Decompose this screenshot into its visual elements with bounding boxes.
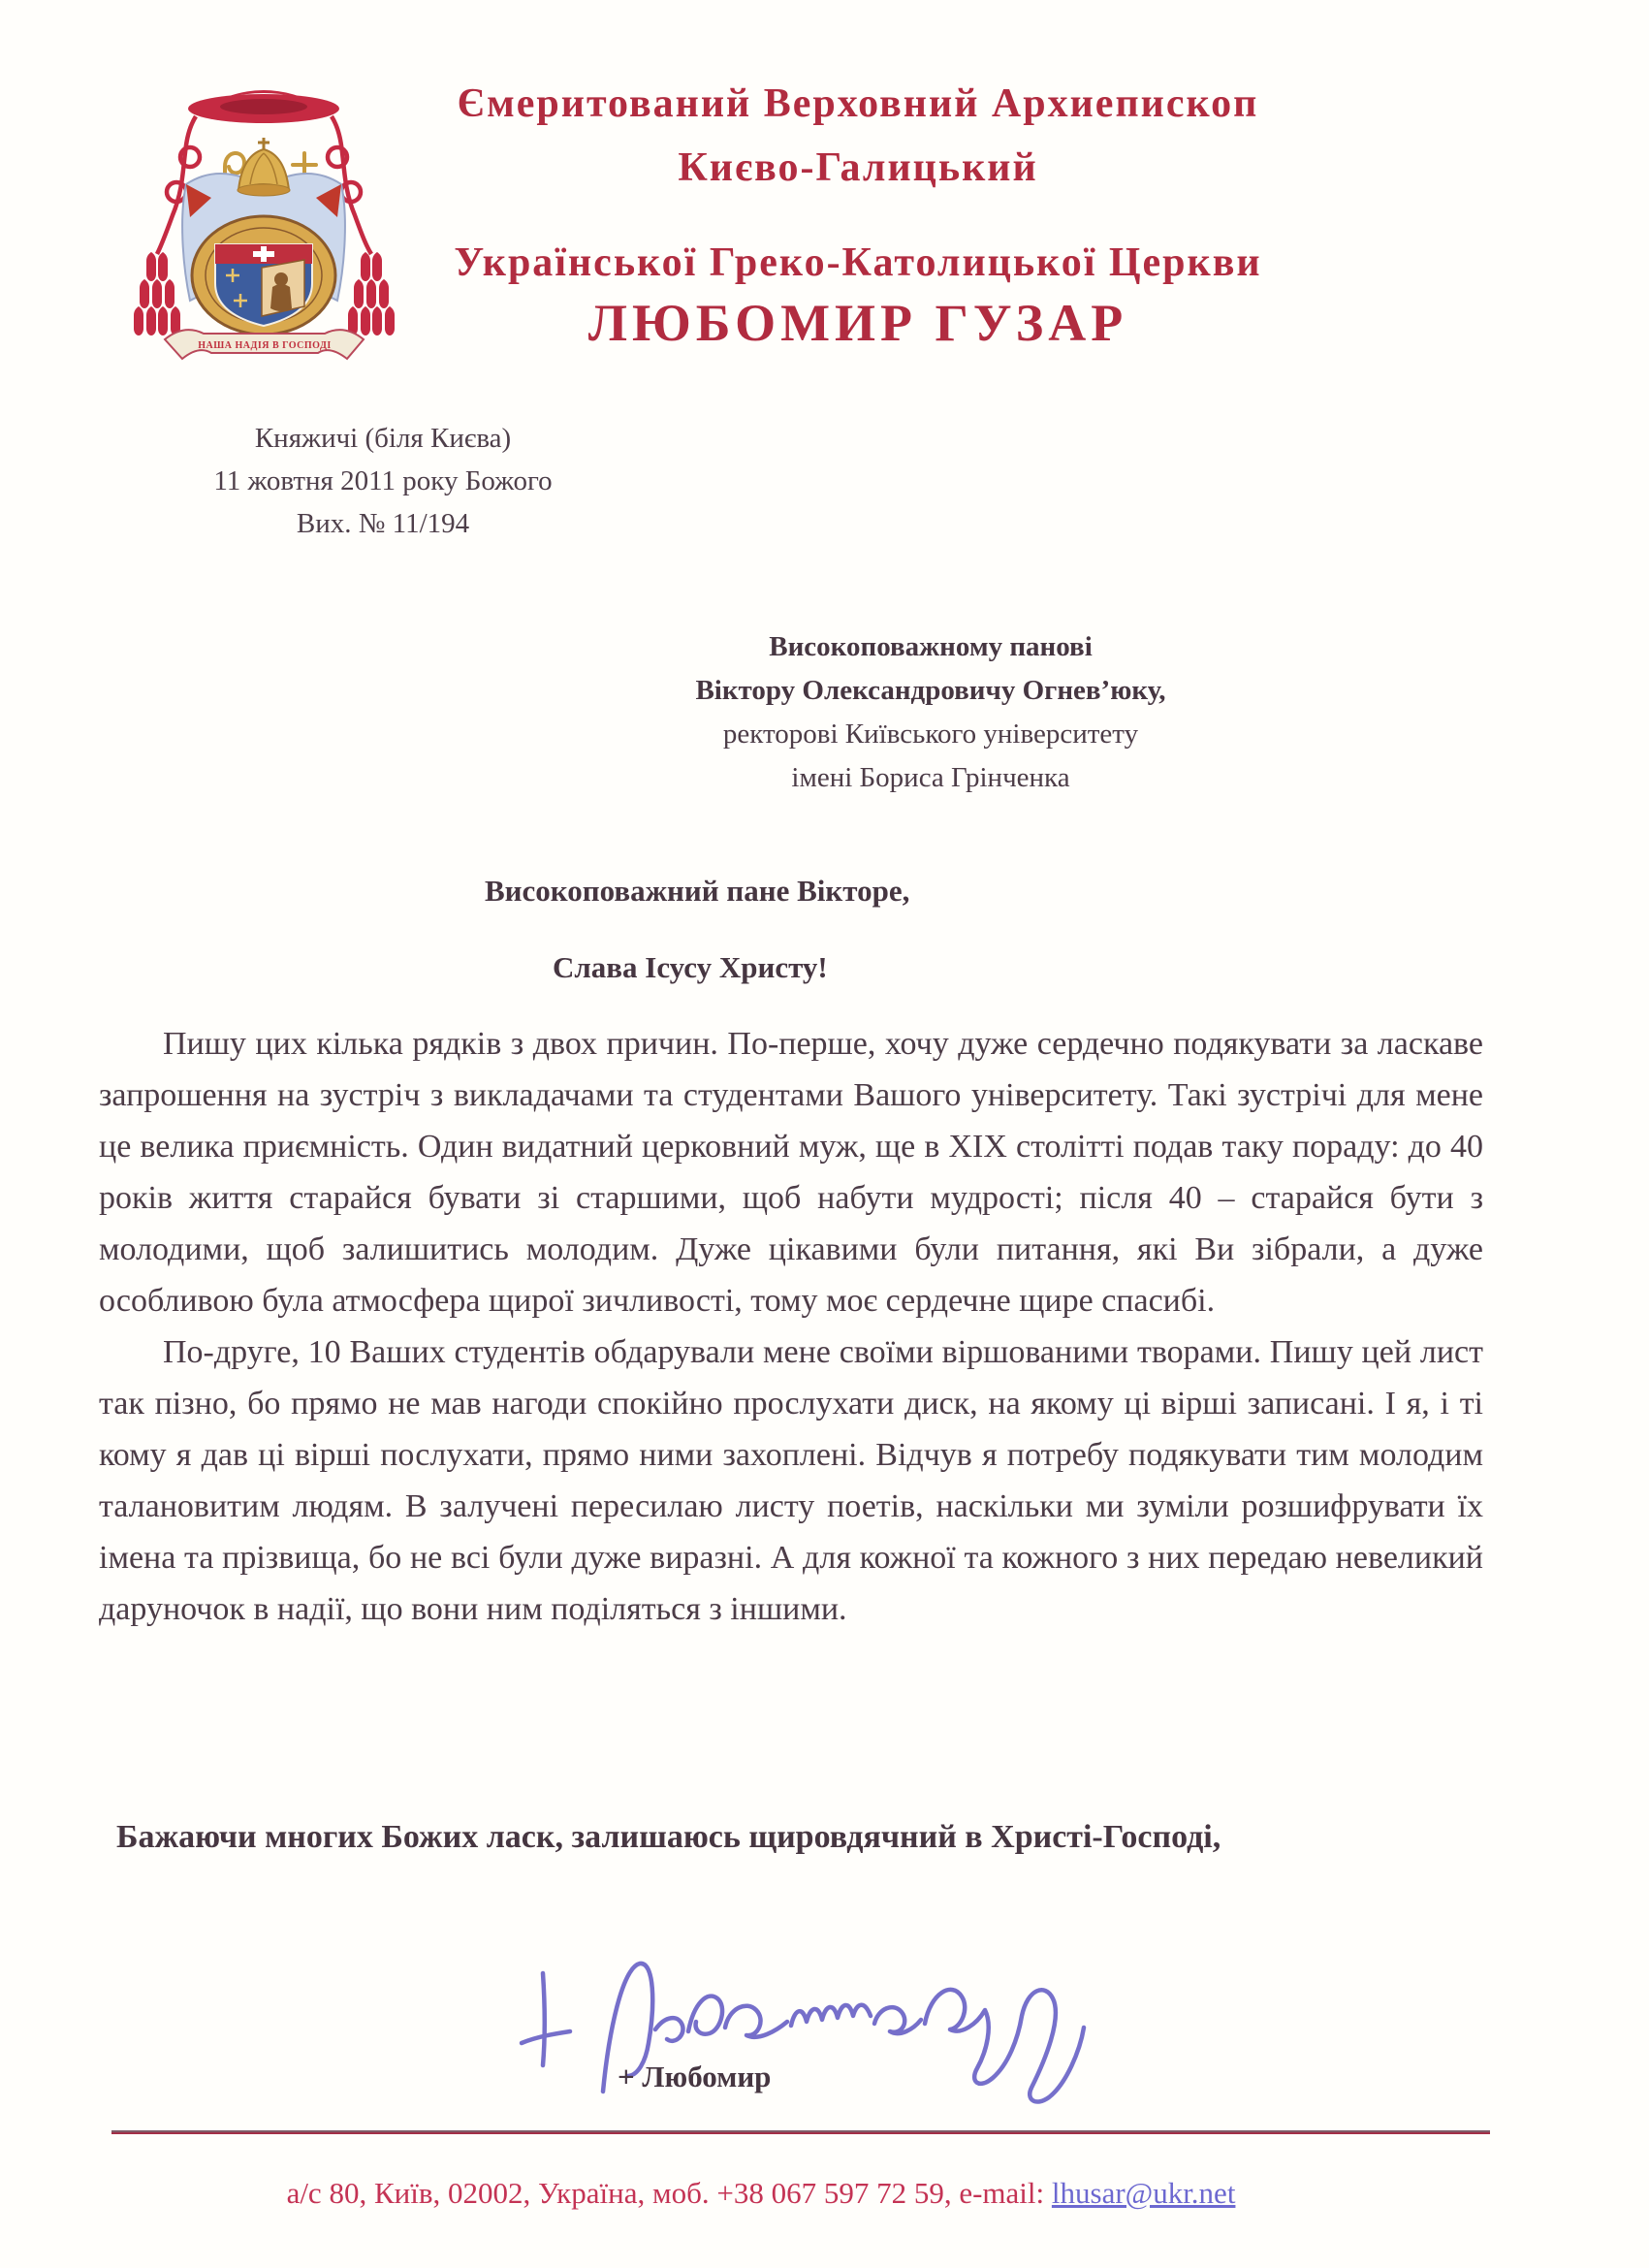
addressee-title: ректорові Київського університету <box>722 719 1139 750</box>
footer-contact-text: а/с 80, Київ, 02002, Україна, моб. +38 067 597 72 59, e-mail: <box>286 2176 1052 2210</box>
footer-contact-line <box>73 2176 1449 2211</box>
addressee-block <box>635 625 1226 800</box>
addressee-university: імені Бориса Грінченка <box>791 762 1070 793</box>
email-link[interactable]: lhusar@ukr.net <box>1051 2176 1236 2210</box>
footer-divider <box>111 2130 1490 2134</box>
salutation-line: Високоповажний пане Вікторе, <box>485 874 910 908</box>
motto-ribbon <box>165 330 364 359</box>
meta-date: 11 жовтня 2011 року Божого <box>213 465 553 496</box>
letterhead-title-line1: Ємеритований Верховний Архиепископ <box>457 81 1259 126</box>
handwritten-signature-ink <box>514 1934 1115 2128</box>
letterhead-title-line2: Києво-Галицький <box>678 145 1038 190</box>
motto-text: НАША НАДІЯ В ГОСПОДІ <box>198 340 332 351</box>
closing-line: Бажаючи многих Божих ласк, залишаюсь щировдячний в Христі-Господі, <box>116 1819 1221 1855</box>
letter-body <box>99 1018 1483 1635</box>
meta-place: Княжичі (біля Києва) <box>254 423 512 454</box>
addressee-honorific: Високоповажному панові <box>769 631 1093 662</box>
meta-block <box>184 417 582 545</box>
crown-icon <box>238 138 290 196</box>
printed-signature: + Любомир <box>618 2060 772 2093</box>
greeting-line: Слава Ісусу Христу! <box>553 950 828 984</box>
coat-of-arms <box>97 70 431 380</box>
letterhead-title-line3: Української Греко-Католицької Церкви <box>454 240 1262 285</box>
body-paragraph-2: По-друге, 10 Ваших студентів обдарували мене своїми віршованими творами. Пишу цей лист так пізно, бо прямо не мав нагоди спокійно прослухати диск, на якому ці вірші записані. І я, і ті кому я дав ці вірші послухати, прямо ними захоплені. Відчув я потребу подякувати тим молодим талановитим людям. В залучені пересилаю листу поетів, наскільки ми зуміли розшифрувати їх імена та прізвища, бо не всі були дуже виразні. А для кожної та кожного з них передаю невеликий даруночок в надії, що вони ним поділяться з іншими. <box>99 1334 1483 1627</box>
meta-ref: Вих. № 11/194 <box>296 508 470 539</box>
ink-cross-vertical <box>543 1973 545 2065</box>
galero-hat-icon <box>188 90 339 123</box>
body-paragraph-1: Пишу цих кілька рядків з двох причин. По-перше, хочу дуже сердечно подякувати за ласкаве запрошення на зустріч з викладачами та студентами Вашого університету. Такі зустрічі для мене це велика приємність. Один видатний церковний муж, ще в XIX столітті подав таку пораду: до 40 років життя старайся бувати зі старшими, щоб набути мудрості; після 40 – старайся бути з молодими, щоб залишитись молодим. Дуже цікавими були питання, які Ви зібрали, а дуже особливою була атмосфера щирої зичливості, тому моє сердечне щире спасибі. <box>99 1026 1483 1319</box>
addressee-name: Віктору Олександровичу Огнев’юку, <box>695 675 1166 706</box>
letterhead-name: ЛЮБОМИР ГУЗАР <box>587 294 1128 352</box>
shield <box>192 216 335 335</box>
